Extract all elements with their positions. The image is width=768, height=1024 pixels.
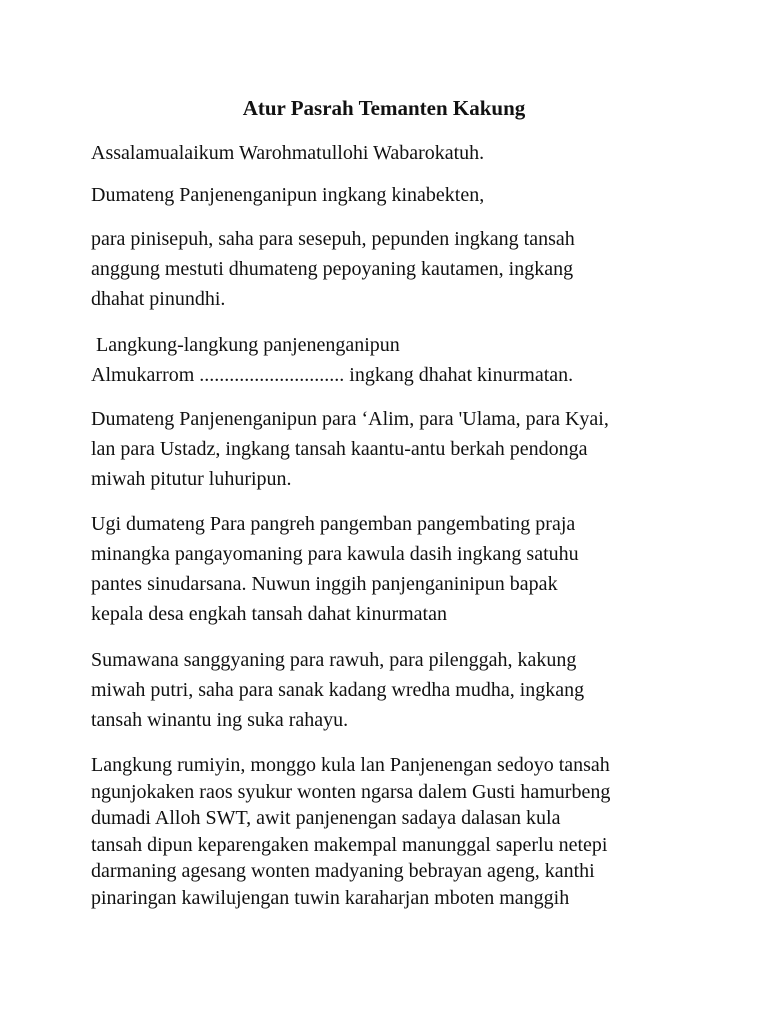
- text-line: pinaringan kawilujengan tuwin karaharjan mboten manggih: [91, 886, 570, 909]
- text-line: anggung mestuti dhumateng pepoyaning kautamen, ingkang: [91, 258, 574, 280]
- text-line: Ugi dumateng Para pangreh pangemban pangembating praja: [91, 513, 576, 535]
- text-line: Assalamualaikum Warohmatullohi Wabarokatuh.: [91, 142, 485, 164]
- paragraph-almukarrom: [91, 330, 691, 390]
- text-line: darmaning agesang wonten madyaning bebrayan ageng, kanthi: [91, 860, 595, 882]
- text-line: Dumateng Panjenenganipun para ‘Alim, para 'Ulama, para Kyai,: [91, 408, 609, 430]
- text-line: para pinisepuh, saha para sesepuh, pepunden ingkang tansah: [91, 228, 575, 250]
- paragraph-greeting: [91, 138, 691, 168]
- paragraph-address: [91, 180, 691, 210]
- paragraph-officials: [91, 509, 691, 629]
- text-line: miwah putri, saha para sanak kadang wredha mudha, ingkang: [91, 679, 585, 701]
- text-line: miwah pitutur luhuripun.: [91, 468, 292, 490]
- text-line: ngunjokaken raos syukur wonten ngarsa dalem Gusti hamurbeng: [91, 780, 611, 803]
- text-line: pantes sinudarsana. Nuwun inggih panjenganinipun bapak: [91, 573, 558, 595]
- text-line: minangka pangayomaning para kawula dasih ingkang satuhu: [91, 543, 579, 565]
- text-line: dumadi Alloh SWT, awit panjenengan sadaya dalasan kula: [91, 807, 561, 829]
- paragraph-elders: [91, 224, 691, 314]
- paragraph-gratitude: [91, 752, 691, 911]
- text-line: tansah dipun keparengaken makempal manunggal saperlu netepi: [91, 833, 608, 856]
- text-line: Dumateng Panjenenganipun ingkang kinabekten,: [91, 184, 485, 206]
- text-line: Sumawana sanggyaning para rawuh, para pilenggah, kakung: [91, 649, 577, 671]
- text-line: lan para Ustadz, ingkang tansah kaantu-antu berkah pendonga: [91, 438, 588, 460]
- text-line: kepala desa engkah tansah dahat kinurmatan: [91, 603, 447, 625]
- text-line: tansah winantu ing suka rahayu.: [91, 709, 349, 731]
- document-title: Atur Pasrah Temanten Kakung: [242, 96, 526, 120]
- paragraph-guests: [91, 645, 691, 735]
- text-line: Langkung-langkung panjenenganipun: [91, 334, 400, 356]
- text-line: Langkung rumiyin, monggo kula lan Panjenengan sedoyo tansah: [91, 754, 610, 776]
- text-line: Almukarrom ............................. ingkang dhahat kinurmatan.: [91, 364, 574, 386]
- text-line: dhahat pinundhi.: [91, 288, 226, 310]
- paragraph-ulama: [91, 404, 691, 494]
